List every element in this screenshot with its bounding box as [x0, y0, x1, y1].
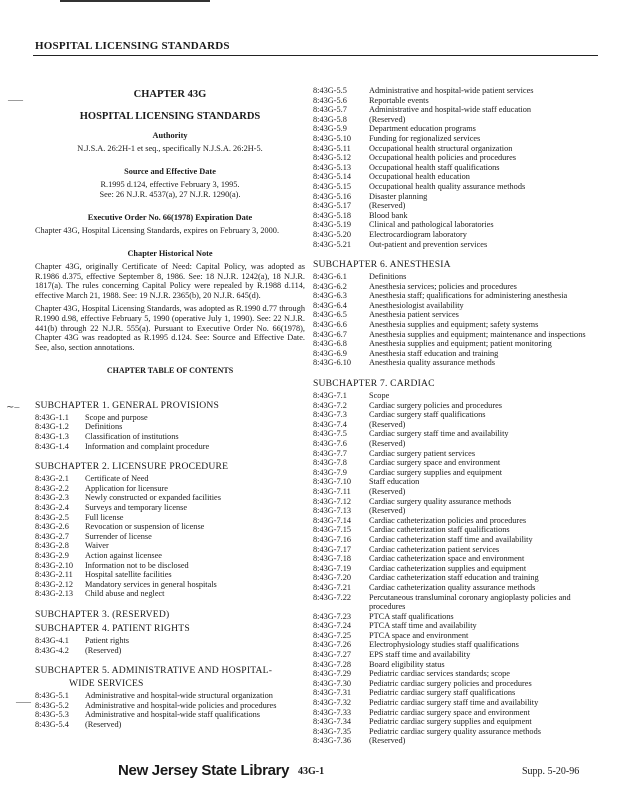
section-number: 8:43G-4.1: [35, 635, 69, 645]
section-number: 8:43G-7.13: [313, 506, 352, 516]
section-title: Mandatory services in general hospitals: [85, 579, 217, 589]
toc-entry: [35, 570, 305, 580]
section-number: 8:43G-7.6: [313, 439, 347, 448]
section-number: 8:43G-5.21: [313, 239, 352, 249]
section-number: 8:43G-7.18: [313, 554, 352, 564]
section-number: 8:43G-6.10: [313, 358, 352, 368]
toc-entry: [313, 458, 603, 468]
section-number: 8:43G-1.1: [35, 412, 69, 422]
section-number: 8:43G-7.33: [313, 707, 352, 717]
section-number: 8:43G-5.7: [313, 105, 347, 115]
section-title: Full license: [85, 512, 124, 522]
toc-entry: [313, 401, 603, 411]
section-number: 8:43G-7.12: [313, 496, 352, 506]
section-number: 8:43G-7.2: [313, 400, 347, 410]
margin-mark: –—: [16, 697, 31, 708]
authority-text: N.J.S.A. 26:2H-1 et seq., specifically N.J.S.A. 26:2H-5.: [77, 143, 263, 153]
section-title: Cardiac catheterization supplies and equipment: [369, 563, 527, 573]
toc-entry: [313, 554, 603, 564]
section-number: 8:43G-2.11: [35, 570, 73, 580]
section-title: Scope: [369, 391, 390, 401]
section-title: Funding for regionalized services: [369, 133, 481, 143]
toc-entry: [35, 484, 305, 494]
section-title: (Reserved): [369, 439, 406, 448]
section-number: 8:43G-7.21: [313, 582, 352, 592]
toc-entry: [313, 105, 603, 115]
toc-entry: [313, 134, 603, 144]
toc-entry: [313, 310, 603, 320]
section-title: Administrative and hospital-wide staff qualifications: [85, 710, 260, 720]
toc-entry: [313, 301, 603, 311]
toc-entry: [313, 211, 603, 221]
section-title: Anesthesia services; policies and procedures: [369, 281, 517, 291]
historical-note-heading: Chapter Historical Note: [127, 249, 213, 259]
section-title: Information and complaint procedure: [85, 441, 210, 451]
section-number: 8:43G-7.19: [313, 563, 352, 573]
toc-entry: [35, 513, 305, 523]
section-title: EPS staff time and availability: [369, 650, 471, 660]
section-number: 8:43G-5.8: [313, 114, 347, 124]
section-title: Electrophysiology studies staff qualifications: [369, 640, 519, 650]
section-title: Cardiac surgery policies and procedures: [369, 400, 503, 410]
toc-entry: [313, 439, 603, 449]
section-title: PTCA staff time and availability: [369, 621, 477, 631]
toc-entry: [313, 688, 603, 698]
section-title: (Reserved): [369, 419, 406, 429]
section-title: Scope and purpose: [85, 412, 148, 422]
section-title: Cardiac surgery quality assurance methods: [369, 496, 512, 506]
toc-entry: [313, 535, 603, 545]
subchapter-title: SUBCHAPTER 4. PATIENT RIGHTS: [35, 622, 190, 634]
section-title: Cardiac catheterization policies and procedures: [369, 515, 527, 525]
section-title: Cardiac catheterization space and environment: [369, 554, 525, 564]
section-title: PTCA staff qualifications: [369, 611, 454, 621]
section-title: Cardiac surgery patient services: [369, 448, 476, 458]
section-number: 8:43G-7.8: [313, 458, 347, 468]
toc-entry: [313, 230, 603, 240]
toc-entry: [313, 497, 603, 507]
section-title: Newly constructed or expanded facilities: [85, 493, 221, 503]
section-number: 8:43G-5.19: [313, 220, 352, 230]
toc-entry: [313, 612, 603, 622]
section-title: Pediatric cardiac surgery policies and procedures: [369, 678, 532, 688]
toc-entry: [313, 201, 603, 211]
section-title: Hospital satellite facilities: [85, 570, 172, 580]
toc-entry: [313, 358, 603, 368]
toc-entry: [313, 240, 603, 250]
section-number: 8:43G-5.5: [313, 86, 347, 95]
section-number: 8:43G-2.4: [35, 503, 69, 513]
section-title: Cardiac catheterization staff qualifications: [369, 525, 510, 535]
header-rule: [33, 55, 598, 56]
section-title: Application for licensure: [85, 483, 168, 493]
toc-entry: [313, 339, 603, 349]
toc-entry: [313, 698, 603, 708]
toc-entry: [313, 631, 603, 641]
toc-entry: [313, 708, 603, 718]
section-number: 8:43G-7.10: [313, 477, 352, 487]
section-number: 8:43G-6.7: [313, 329, 347, 339]
section-number: 8:43G-2.13: [35, 589, 74, 599]
section-title: Percutaneous transluminal coronary angioplasty policies and procedures: [369, 592, 571, 612]
section-title: Anesthesia patient services: [369, 310, 459, 320]
section-number: 8:43G-7.32: [313, 698, 352, 708]
toc-entry: [313, 86, 603, 96]
section-number: 8:43G-7.14: [313, 515, 352, 525]
toc-entry: [313, 564, 603, 574]
toc-entry: [313, 172, 603, 182]
section-number: 8:43G-6.3: [313, 291, 347, 301]
section-number: 8:43G-7.30: [313, 678, 352, 688]
section-title: Administrative and hospital-wide structural organization: [85, 691, 273, 701]
section-title: Patient rights: [85, 635, 130, 645]
toc-entry: [313, 650, 603, 660]
section-title: Occupational health structural organization: [369, 143, 513, 153]
toc-entry: [313, 420, 603, 430]
section-title: Cardiac surgery staff time and availability: [369, 429, 509, 439]
section-title: (Reserved): [369, 201, 406, 211]
toc-list: [313, 272, 603, 368]
section-title: Board eligibility status: [369, 659, 445, 669]
section-title: Waiver: [85, 541, 109, 551]
section-title: Occupational health staff qualifications: [369, 162, 500, 172]
section-title: Anesthesia supplies and equipment; safety systems: [369, 320, 539, 330]
chapter-title: HOSPITAL LICENSING STANDARDS: [79, 110, 261, 122]
section-title: (Reserved): [369, 114, 406, 124]
page-number: 43G-1: [298, 766, 325, 777]
section-number: 8:43G-7.5: [313, 429, 347, 439]
section-title: Anesthesia quality assurance methods: [369, 358, 496, 368]
toc-entry: [313, 391, 603, 401]
top-rule: [60, 0, 210, 2]
toc-entry: [35, 561, 305, 571]
section-title: Pediatric cardiac surgery supplies and equipment: [369, 717, 532, 727]
toc-entry: [35, 691, 305, 701]
section-number: 8:43G-1.2: [35, 422, 69, 432]
section-title: (Reserved): [85, 645, 122, 655]
toc-entry: [35, 474, 305, 484]
section-number: 8:43G-6.6: [313, 320, 347, 330]
section-number: 8:43G-7.36: [313, 736, 352, 746]
section-number: 8:43G-5.16: [313, 191, 352, 201]
toc-entry: [35, 589, 305, 599]
section-number: 8:43G-2.9: [35, 551, 69, 560]
section-title: Definitions: [85, 422, 123, 432]
section-number: 8:43G-2.8: [35, 541, 69, 551]
toc-list: [35, 413, 305, 451]
source-line: See: 26 N.J.R. 4537(a), 27 N.J.R. 1290(a).: [99, 189, 241, 199]
section-title: (Reserved): [85, 719, 122, 729]
section-number: 8:43G-7.26: [313, 640, 352, 650]
toc-entry: [313, 220, 603, 230]
subchapter-title: SUBCHAPTER 1. GENERAL PROVISIONS: [35, 399, 220, 411]
section-number: 8:43G-4.2: [35, 645, 69, 655]
section-number: 8:43G-7.35: [313, 726, 352, 736]
toc-entry: [35, 710, 305, 720]
toc-entry: [313, 115, 603, 125]
section-title: Surrender of license: [85, 531, 152, 541]
section-title: Action against licensee: [85, 551, 162, 560]
section-title: Pediatric cardiac surgery space and environment: [369, 707, 530, 717]
section-title: Cardiac surgery staff qualifications: [369, 410, 486, 420]
section-number: 8:43G-2.7: [35, 531, 69, 541]
section-title: Clinical and pathological laboratories: [369, 220, 494, 230]
toc-entry: [35, 646, 305, 656]
source-line: R.1995 d.124, effective February 3, 1995.: [100, 179, 240, 189]
toc-heading: CHAPTER TABLE OF CONTENTS: [106, 366, 234, 376]
toc-entry: [35, 413, 305, 423]
subchapter-title: SUBCHAPTER 3. (RESERVED): [35, 608, 170, 620]
section-number: 8:43G-7.23: [313, 611, 352, 621]
toc-entry: [35, 636, 305, 646]
section-number: 8:43G-2.3: [35, 493, 69, 503]
section-title: Cardiac catheterization staff time and availability: [369, 534, 533, 544]
toc-entry: [35, 422, 305, 432]
toc-entry: [35, 701, 305, 711]
toc-list: [35, 691, 305, 729]
section-number: 8:43G-7.34: [313, 717, 352, 727]
section-title: Occupational health policies and procedures: [369, 153, 516, 163]
section-number: 8:43G-7.4: [313, 419, 347, 429]
toc-entry: [35, 522, 305, 532]
toc-entry: [313, 640, 603, 650]
section-title: Pediatric cardiac surgery staff time and availability: [369, 698, 539, 708]
section-title: Cardiac catheterization quality assurance methods: [369, 582, 536, 592]
toc-entry: [35, 503, 305, 513]
section-number: 8:43G-5.12: [313, 153, 352, 163]
toc-entry: [313, 96, 603, 106]
toc-entry: [313, 506, 603, 516]
toc-entry: [313, 573, 603, 583]
section-number: 8:43G-2.2: [35, 483, 69, 493]
toc-entry: [313, 736, 603, 746]
historical-note-paragraph: Chapter 43G, originally Certificate of Need: Capital Policy, was adopted as R.1986 d.375, effective September 8, 1986. See: 18 N.J.R. 1242(a), 18 N.J.R. 1817(a). The rules concerning Capital Policy were repealed by R.1988 d.114, effective March 21, 1988. See: 19 N.J.R. 2365(b), 20 N.J.R. 645(d).: [35, 261, 305, 300]
section-number: 8:43G-5.2: [35, 700, 69, 710]
section-number: 8:43G-2.12: [35, 579, 74, 589]
toc-entry: [313, 621, 603, 631]
section-number: 8:43G-6.4: [313, 300, 347, 310]
toc-entry: [313, 192, 603, 202]
section-title: Cardiac surgery space and environment: [369, 458, 501, 468]
section-title: PTCA space and environment: [369, 630, 469, 640]
library-stamp: New Jersey State Library: [118, 762, 290, 779]
subchapter-title-continued: WIDE SERVICES: [69, 678, 144, 690]
section-number: 8:43G-5.6: [313, 95, 347, 105]
section-number: 8:43G-2.6: [35, 522, 69, 532]
section-number: 8:43G-6.9: [313, 348, 347, 358]
toc-entry: [313, 182, 603, 192]
section-number: 8:43G-5.20: [313, 229, 352, 239]
toc-entry: [313, 429, 603, 439]
toc-entry: [313, 593, 603, 612]
toc-list: [35, 636, 305, 655]
toc-entry: [313, 660, 603, 670]
section-number: 8:43G-6.8: [313, 339, 347, 349]
toc-entry: [35, 541, 305, 551]
section-title: (Reserved): [369, 506, 406, 516]
section-title: Pediatric cardiac services standards; scope: [369, 669, 510, 679]
section-number: 8:43G-7.24: [313, 621, 352, 631]
section-number: 8:43G-7.9: [313, 467, 347, 477]
section-title: Cardiac catheterization patient services: [369, 544, 500, 554]
toc-entry: [35, 432, 305, 442]
toc-entry: [35, 532, 305, 542]
toc-entry: [35, 442, 305, 452]
toc-entry: [35, 580, 305, 590]
source-heading: Source and Effective Date: [124, 167, 216, 177]
toc-list: [313, 86, 603, 249]
section-number: 8:43G-7.11: [313, 486, 351, 496]
section-number: 8:43G-5.11: [313, 143, 351, 153]
toc-entry: [313, 349, 603, 359]
section-title: Anesthesia supplies and equipment; patient monitoring: [369, 339, 552, 349]
toc-entry: [313, 679, 603, 689]
section-title: Out-patient and prevention services: [369, 239, 488, 249]
section-title: Occupational health education: [369, 172, 470, 182]
section-title: Pediatric cardiac surgery staff qualifications: [369, 688, 516, 698]
subchapter-title: SUBCHAPTER 7. CARDIAC: [313, 378, 435, 390]
section-title: Anesthesiologist availability: [369, 300, 464, 310]
section-title: Revocation or suspension of license: [85, 522, 205, 532]
section-title: Administrative and hospital-wide patient services: [369, 86, 534, 95]
section-number: 8:43G-5.9: [313, 124, 347, 134]
section-title: Anesthesia staff education and training: [369, 348, 499, 358]
toc-entry: [313, 477, 603, 487]
section-number: 8:43G-2.10: [35, 560, 74, 570]
section-title: (Reserved): [369, 736, 406, 746]
toc-entry: [313, 525, 603, 535]
toc-entry: [313, 282, 603, 292]
toc-entry: [313, 410, 603, 420]
section-number: 8:43G-5.18: [313, 210, 352, 220]
section-number: 8:43G-5.17: [313, 201, 352, 211]
executive-order-heading: Executive Order No. 66(1978) Expiration Date: [87, 213, 253, 223]
margin-mark: –—: [8, 95, 23, 106]
section-number: 8:43G-2.1: [35, 474, 69, 484]
section-number: 8:43G-2.5: [35, 512, 69, 522]
toc-list: [35, 474, 305, 599]
toc-entry: [35, 551, 305, 561]
left-column: [35, 86, 305, 730]
running-header: HOSPITAL LICENSING STANDARDS: [35, 40, 230, 52]
toc-entry: [313, 124, 603, 134]
section-number: 8:43G-7.3: [313, 410, 347, 420]
toc-entry: [313, 449, 603, 459]
section-number: 8:43G-5.14: [313, 172, 352, 182]
section-number: 8:43G-5.10: [313, 133, 352, 143]
section-number: 8:43G-7.7: [313, 448, 347, 458]
section-title: Cardiac surgery supplies and equipment: [369, 467, 503, 477]
toc-entry: [313, 727, 603, 737]
section-title: Department education programs: [369, 124, 476, 134]
section-number: 8:43G-6.2: [313, 281, 347, 291]
toc-entry: [313, 669, 603, 679]
toc-entry: [313, 144, 603, 154]
section-number: 8:43G-7.16: [313, 534, 352, 544]
section-title: (Reserved): [369, 486, 406, 496]
section-number: 8:43G-6.1: [313, 272, 347, 282]
section-number: 8:43G-7.22: [313, 592, 352, 602]
section-title: Cardiac catheterization staff education and training: [369, 573, 539, 583]
authority-heading: Authority: [152, 131, 188, 141]
section-number: 8:43G-7.28: [313, 659, 352, 669]
toc-entry: [313, 717, 603, 727]
toc-entry: [313, 272, 603, 282]
toc-entry: [313, 487, 603, 497]
executive-order-text: Chapter 43G, Hospital Licensing Standards, expires on February 3, 2000.: [35, 225, 280, 235]
section-title: Child abuse and neglect: [85, 589, 165, 599]
section-title: Anesthesia supplies and equipment; maintenance and inspections: [369, 329, 586, 339]
section-number: 8:43G-7.15: [313, 525, 352, 535]
margin-mark: ∼–: [6, 402, 20, 413]
subchapter-title: SUBCHAPTER 6. ANESTHESIA: [313, 259, 451, 271]
section-title: Classification of institutions: [85, 432, 179, 442]
section-title: Electrocardiogram laboratory: [369, 229, 467, 239]
section-number: 8:43G-5.13: [313, 162, 352, 172]
section-title: Disaster planning: [369, 191, 428, 201]
chapter-label: CHAPTER 43G: [133, 89, 207, 100]
toc-entry: [313, 583, 603, 593]
section-number: 8:43G-6.5: [313, 310, 347, 320]
toc-entry: [313, 291, 603, 301]
section-title: Pediatric cardiac surgery quality assurance methods: [369, 726, 541, 736]
section-title: Surveys and temporary license: [85, 503, 188, 513]
toc-entry: [313, 545, 603, 555]
section-number: 8:43G-5.3: [35, 710, 69, 720]
section-number: 8:43G-7.27: [313, 650, 352, 660]
section-title: Certificate of Need: [85, 474, 149, 484]
section-number: 8:43G-7.29: [313, 669, 352, 679]
supplement-date: Supp. 5-20-96: [522, 766, 580, 777]
toc-entry: [313, 468, 603, 478]
section-number: 8:43G-7.25: [313, 630, 352, 640]
section-title: Occupational health quality assurance methods: [369, 181, 526, 191]
section-title: Information not to be disclosed: [85, 560, 189, 570]
toc-entry: [313, 163, 603, 173]
toc-entry: [313, 516, 603, 526]
toc-list: [313, 391, 603, 746]
section-number: 8:43G-1.4: [35, 441, 69, 451]
right-column: [313, 86, 603, 746]
toc-entry: [313, 153, 603, 163]
section-number: 8:43G-7.31: [313, 688, 352, 698]
section-number: 8:43G-1.3: [35, 432, 69, 442]
section-title: Anesthesia staff; qualifications for administering anesthesia: [369, 291, 568, 301]
toc-entry: [35, 720, 305, 730]
section-title: Administrative and hospital-wide policies and procedures: [85, 700, 277, 710]
section-number: 8:43G-5.4: [35, 719, 69, 729]
subchapter-title: SUBCHAPTER 2. LICENSURE PROCEDURE: [35, 461, 229, 473]
section-title: Blood bank: [369, 210, 408, 220]
toc-entry: [35, 493, 305, 503]
section-number: 8:43G-5.15: [313, 181, 352, 191]
toc-entry: [313, 320, 603, 330]
section-number: 8:43G-5.1: [35, 691, 69, 701]
subchapter-title: SUBCHAPTER 5. ADMINISTRATIVE AND HOSPITAL-: [35, 665, 273, 677]
section-number: 8:43G-7.20: [313, 573, 352, 583]
section-title: Definitions: [369, 272, 407, 282]
historical-note-paragraph: Chapter 43G, Hospital Licensing Standards, was adopted as R.1990 d.77 through R.1990 d.98, effective February 5, 1990 (operative July 1, 1990). See: 22 N.J.R. 441(b) through 22 N.J.R. 555(a). Pursuant to Executive Order No. 66(1978), Chapter 43G was readopted as R.1995 d.124. See: Source and Effective Date. See, also, section annotations.: [35, 304, 305, 352]
section-number: 8:43G-7.1: [313, 391, 347, 401]
section-number: 8:43G-7.17: [313, 544, 352, 554]
section-title: Administrative and hospital-wide staff education: [369, 105, 532, 115]
section-title: Reportable events: [369, 95, 429, 105]
toc-entry: [313, 330, 603, 340]
section-title: Staff education: [369, 477, 420, 487]
